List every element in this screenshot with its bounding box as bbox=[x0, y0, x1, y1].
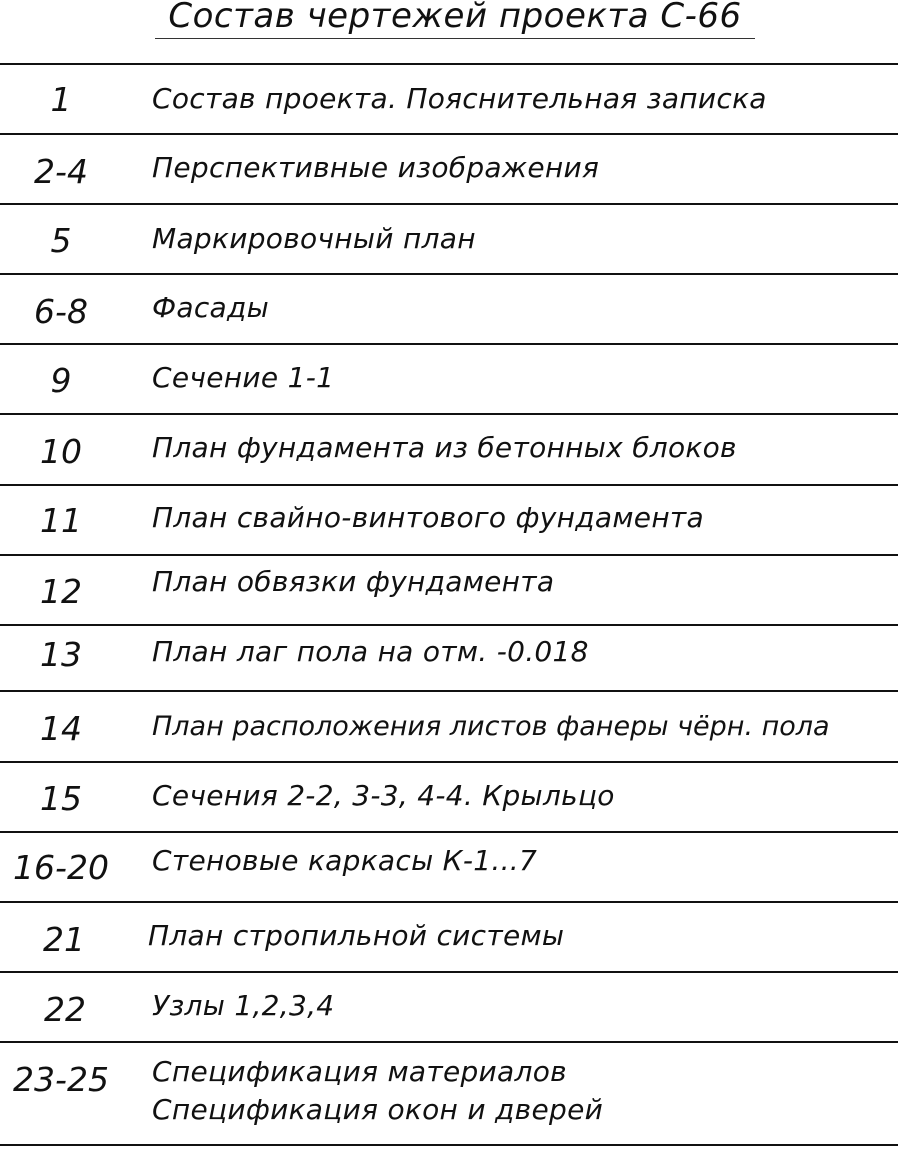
sheet-number: 15 bbox=[40, 779, 82, 818]
sheet-number: 23-25 bbox=[13, 1060, 109, 1099]
sheet-description-line: Спецификация окон и дверей bbox=[152, 1093, 604, 1126]
sheet-number: 16-20 bbox=[13, 848, 109, 887]
row-divider bbox=[0, 554, 898, 556]
row-divider bbox=[0, 484, 898, 486]
row-divider bbox=[0, 63, 898, 65]
sheet-number: 2-4 bbox=[34, 152, 88, 191]
sheet-number: 22 bbox=[44, 990, 86, 1029]
sheet-description: Стеновые каркасы К-1...7 bbox=[152, 844, 538, 877]
row-divider bbox=[0, 343, 898, 345]
sheet-number: 12 bbox=[40, 572, 82, 611]
row-divider bbox=[0, 901, 898, 903]
sheet-number: 14 bbox=[40, 709, 82, 748]
row-divider bbox=[0, 971, 898, 973]
sheet-description: Узлы 1,2,3,4 bbox=[152, 989, 335, 1022]
row-divider bbox=[0, 831, 898, 833]
row-divider bbox=[0, 413, 898, 415]
sheet-description: План фундамента из бетонных блоков bbox=[152, 431, 737, 464]
sheet-description: Фасады bbox=[152, 291, 270, 324]
sheet-description: План обвязки фундамента bbox=[152, 565, 555, 598]
sheet-description: План свайно-винтового фундамента bbox=[152, 501, 704, 534]
sheet-description: План лаг пола на отм. -0.018 bbox=[152, 635, 589, 668]
sheet-description: Перспективные изображения bbox=[152, 151, 600, 184]
row-divider bbox=[0, 133, 898, 135]
page-title: Состав чертежей проекта С-66 bbox=[168, 0, 742, 36]
sheet-number: 11 bbox=[40, 501, 82, 540]
sheet-number: 6-8 bbox=[34, 292, 88, 331]
row-divider bbox=[0, 1041, 898, 1043]
sheet-number: 10 bbox=[40, 432, 82, 471]
sheet-description-line: Спецификация материалов bbox=[152, 1055, 567, 1088]
sheet-description: Сечения 2-2, 3-3, 4-4. Крыльцо bbox=[152, 779, 615, 812]
row-divider bbox=[0, 1144, 898, 1146]
sheet-number: 13 bbox=[40, 635, 82, 674]
row-divider bbox=[0, 624, 898, 626]
sheet-number: 1 bbox=[50, 80, 72, 119]
sheet-number: 21 bbox=[43, 920, 85, 959]
row-divider bbox=[0, 690, 898, 692]
sheet-description: План расположения листов фанеры чёрн. пола bbox=[152, 711, 830, 742]
sheet-number: 5 bbox=[50, 221, 72, 260]
sheet-number: 9 bbox=[50, 361, 72, 400]
title-underline bbox=[155, 38, 755, 39]
row-divider bbox=[0, 761, 898, 763]
sheet-description: Состав проекта. Пояснительная записка bbox=[152, 82, 767, 115]
sheet-description bbox=[152, 1053, 603, 1129]
row-divider bbox=[0, 273, 898, 275]
row-divider bbox=[0, 203, 898, 205]
sheet-description: Сечение 1-1 bbox=[152, 361, 335, 394]
sheet-description: Маркировочный план bbox=[152, 222, 476, 255]
sheet-description: План стропильной системы bbox=[148, 919, 565, 952]
